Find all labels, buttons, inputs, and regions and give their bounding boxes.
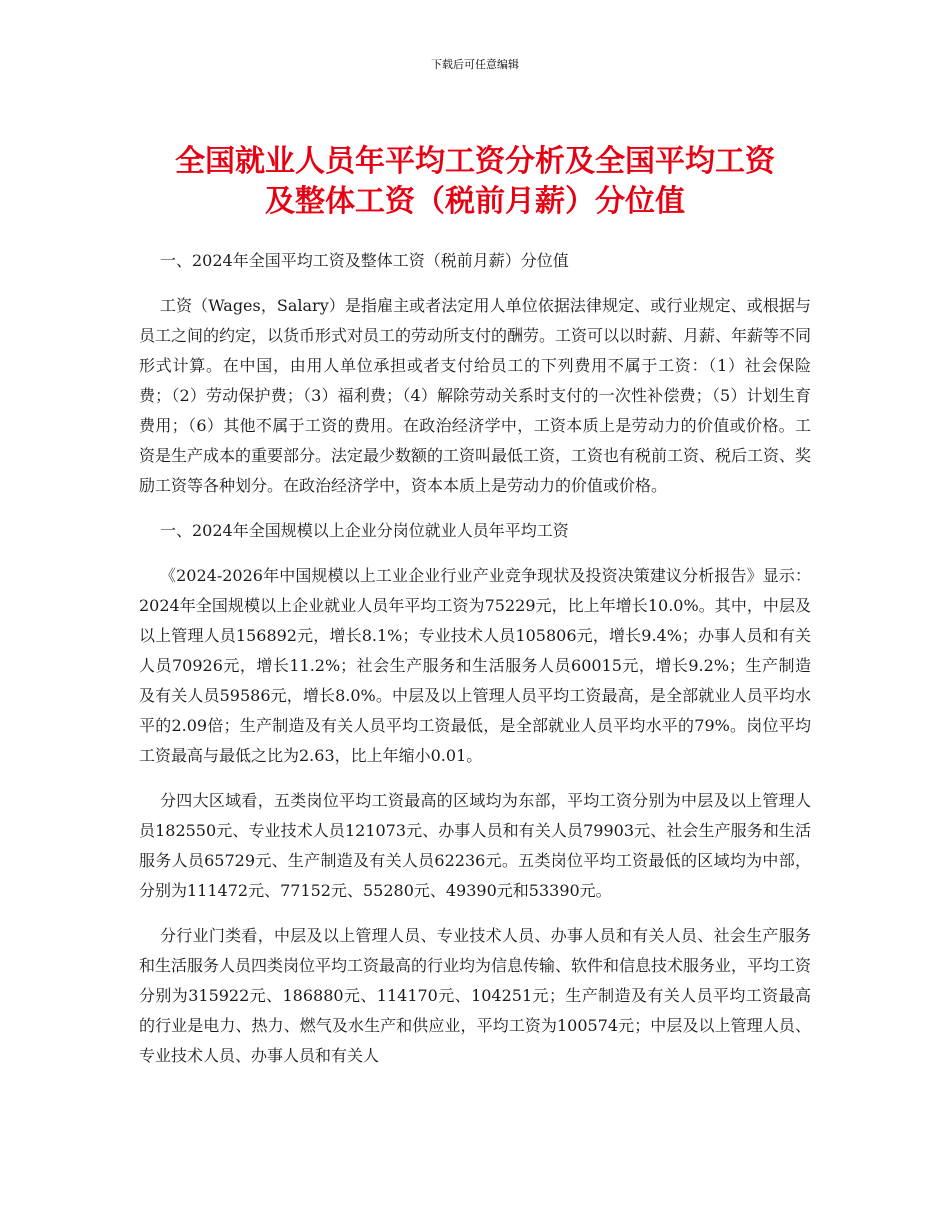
title-line-2: 及整体工资（税前月薪）分位值 — [265, 184, 685, 219]
title-line-1: 全国就业人员年平均工资分析及全国平均工资 — [175, 144, 775, 179]
paragraph: 分四大区域看，五类岗位平均工资最高的区域均为东部，平均工资分别为中层及以上管理人员182550元、专业技术人员121073元、办事人员和有关人员79903元、社会生产服务和生活服务人员65729元、生产制造及有关人员62236元。五类岗位平均工资最低的区域均为中部，分别为111472元、77152元、55280元、49390元和53390元。 — [139, 791, 811, 900]
paragraph: 《2024-2026年中国规模以上工业企业行业产业竞争现状及投资决策建议分析报告》显示：2024年全国规模以上企业就业人员年平均工资为75229元，比上年增长10.0%。其中，中层及以上管理人员156892元，增长8.1%；专业技术人员105806元，增长9.4%；办事人员和有关人员70926元，增长11.2%；社会生产服务和生活服务人员60015元，增长9.2%；生产制造及有关人员59586元，增长8.0%。中层及以上管理人员平均工资最高，是全部就业人员平均水平的2.09倍；生产制造及有关人员平均工资最低，是全部就业人员平均水平的79%。岗位平均工资最高与最低之比为2.63，比上年缩小0.01。 — [139, 566, 811, 765]
header-note: 下载后可任意编辑 — [431, 58, 519, 71]
paragraph: 工资（Wages，Salary）是指雇主或者法定用人单位依据法律规定、或行业规定、或根据与员工之间的约定，以货币形式对员工的劳动所支付的酬劳。工资可以以时薪、月薪、年薪等不同形式计算。在中国，由用人单位承担或者支付给员工的下列费用不属于工资：（1）社会保险费；（2）劳动保护费；（3）福利费；（4）解除劳动关系时支付的一次性补偿费；（5）计划生育费用；（6）其他不属于工资的费用。在政治经济学中，工资本质上是劳动力的价值或价格。工资是生产成本的重要部分。法定最少数额的工资叫最低工资，工资也有税前工资、税后工资、奖励工资等各种划分。在政治经济学中，资本本质上是劳动力的价值或价格。 — [139, 296, 812, 495]
page-title — [0, 142, 950, 222]
section-heading: 一、2024年全国平均工资及整体工资（税前月薪）分位值 — [160, 251, 569, 270]
section-heading: 一、2024年全国规模以上企业分岗位就业人员年平均工资 — [160, 521, 569, 540]
paragraph: 分行业门类看，中层及以上管理人员、专业技术人员、办事人员和有关人员、社会生产服务和生活服务人员四类岗位平均工资最高的行业均为信息传输、软件和信息技术服务业，平均工资分别为315922元、186880元、114170元、104251元；生产制造及有关人员平均工资最高的行业是电力、热力、燃气及水生产和供应业，平均工资为100574元；中层及以上管理人员、专业技术人员、办事人员和有关人 — [139, 926, 812, 1065]
document-body — [139, 246, 811, 1071]
